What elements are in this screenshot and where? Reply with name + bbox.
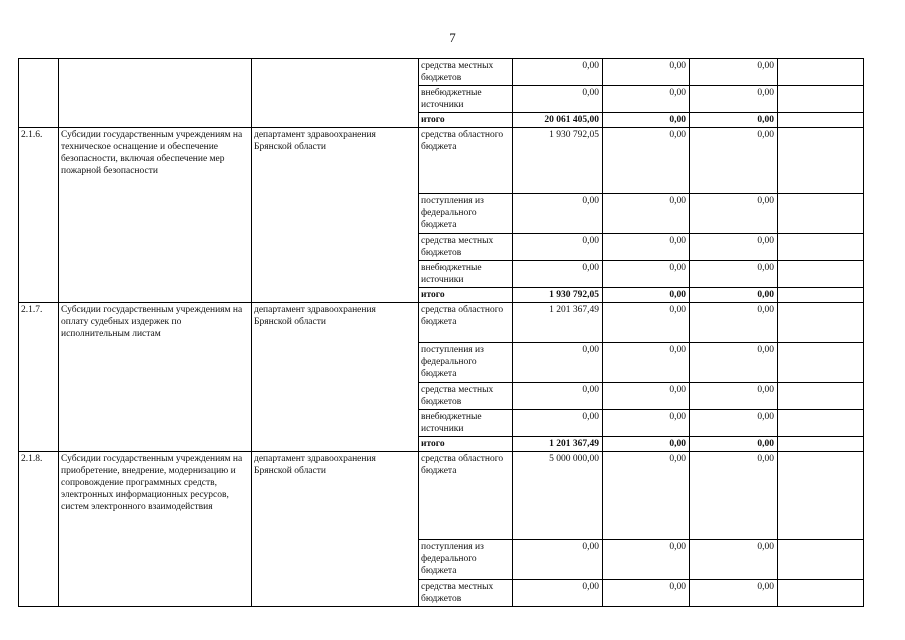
table-row: [19, 128, 864, 194]
value-cell: 0,00: [513, 261, 603, 288]
source-cell: внебюджетные источники: [419, 261, 513, 288]
source-cell: средства областного бюджета: [419, 452, 513, 540]
source-cell: средства областного бюджета: [419, 303, 513, 343]
value-cell: 1 201 367,49: [513, 437, 603, 452]
value-cell: 0,00: [690, 410, 778, 437]
value-cell: 0,00: [513, 540, 603, 580]
value-cell: [778, 540, 864, 580]
value-cell: 1 930 792,05: [513, 128, 603, 194]
value-cell: 0,00: [603, 194, 690, 234]
value-cell: 0,00: [690, 234, 778, 261]
value-cell: [778, 234, 864, 261]
budget-table: [18, 58, 864, 607]
source-cell: поступления из федерального бюджета: [419, 194, 513, 234]
source-cell: внебюджетные источники: [419, 410, 513, 437]
value-cell: 0,00: [603, 437, 690, 452]
value-cell: 0,00: [603, 580, 690, 607]
value-cell: [778, 128, 864, 194]
value-cell: 0,00: [603, 59, 690, 86]
value-cell: 0,00: [603, 261, 690, 288]
source-cell: внебюджетные источники: [419, 86, 513, 113]
code-cell: [19, 59, 59, 128]
executor-cell: [252, 59, 419, 128]
name-cell: [59, 59, 252, 128]
value-cell: 0,00: [603, 113, 690, 128]
value-cell: 0,00: [513, 383, 603, 410]
executor-cell: департамент здравоохранения Брянской области: [252, 303, 419, 452]
value-cell: 0,00: [603, 452, 690, 540]
value-cell: 0,00: [603, 343, 690, 383]
source-cell: средства местных бюджетов: [419, 383, 513, 410]
value-cell: 0,00: [690, 288, 778, 303]
source-cell: итого: [419, 437, 513, 452]
value-cell: 1 201 367,49: [513, 303, 603, 343]
value-cell: 0,00: [513, 59, 603, 86]
code-cell: 2.1.7.: [19, 303, 59, 452]
value-cell: 0,00: [603, 234, 690, 261]
table-row: [19, 59, 864, 86]
value-cell: 0,00: [603, 303, 690, 343]
value-cell: [778, 580, 864, 607]
value-cell: 0,00: [513, 194, 603, 234]
code-cell: 2.1.8.: [19, 452, 59, 607]
value-cell: 0,00: [690, 59, 778, 86]
value-cell: 20 061 405,00: [513, 113, 603, 128]
table-row: [19, 452, 864, 540]
source-cell: средства местных бюджетов: [419, 59, 513, 86]
value-cell: 5 000 000,00: [513, 452, 603, 540]
value-cell: 0,00: [690, 437, 778, 452]
name-cell: Субсидии государственным учреждениям на приобретение, внедрение, модернизацию и сопровождение программных средств, электронных информационных ресурсов, систем электронного взаимодействия: [59, 452, 252, 607]
source-cell: поступления из федерального бюджета: [419, 343, 513, 383]
value-cell: 0,00: [690, 452, 778, 540]
source-cell: итого: [419, 113, 513, 128]
value-cell: 0,00: [690, 383, 778, 410]
value-cell: 0,00: [690, 86, 778, 113]
value-cell: 0,00: [603, 540, 690, 580]
executor-cell: департамент здравоохранения Брянской области: [252, 128, 419, 303]
value-cell: [778, 410, 864, 437]
name-cell: Субсидии государственным учреждениям на оплату судебных издержек по исполнительным листам: [59, 303, 252, 452]
value-cell: [778, 59, 864, 86]
value-cell: [778, 452, 864, 540]
value-cell: 0,00: [513, 410, 603, 437]
source-cell: итого: [419, 288, 513, 303]
page-number: 7: [449, 30, 456, 45]
value-cell: 0,00: [513, 343, 603, 383]
value-cell: 0,00: [690, 343, 778, 383]
value-cell: [778, 261, 864, 288]
value-cell: 0,00: [690, 303, 778, 343]
name-cell: Субсидии государственным учреждениям на техническое оснащение и обеспечение безопасности, включая обеспечение мер пожарной безопасности: [59, 128, 252, 303]
code-cell: 2.1.6.: [19, 128, 59, 303]
value-cell: 0,00: [513, 580, 603, 607]
source-cell: средства местных бюджетов: [419, 234, 513, 261]
value-cell: 1 930 792,05: [513, 288, 603, 303]
value-cell: 0,00: [603, 128, 690, 194]
value-cell: [778, 86, 864, 113]
value-cell: 0,00: [603, 383, 690, 410]
value-cell: 0,00: [690, 540, 778, 580]
value-cell: [778, 194, 864, 234]
value-cell: 0,00: [513, 86, 603, 113]
value-cell: 0,00: [690, 113, 778, 128]
value-cell: [778, 113, 864, 128]
value-cell: [778, 288, 864, 303]
value-cell: [778, 303, 864, 343]
value-cell: [778, 383, 864, 410]
value-cell: [778, 437, 864, 452]
table-row: [19, 303, 864, 343]
value-cell: 0,00: [603, 86, 690, 113]
executor-cell: департамент здравоохранения Брянской области: [252, 452, 419, 607]
value-cell: 0,00: [690, 580, 778, 607]
value-cell: 0,00: [690, 194, 778, 234]
source-cell: поступления из федерального бюджета: [419, 540, 513, 580]
value-cell: 0,00: [690, 128, 778, 194]
value-cell: 0,00: [513, 234, 603, 261]
source-cell: средства местных бюджетов: [419, 580, 513, 607]
value-cell: 0,00: [603, 288, 690, 303]
source-cell: средства областного бюджета: [419, 128, 513, 194]
value-cell: [778, 343, 864, 383]
value-cell: 0,00: [603, 410, 690, 437]
value-cell: 0,00: [690, 261, 778, 288]
